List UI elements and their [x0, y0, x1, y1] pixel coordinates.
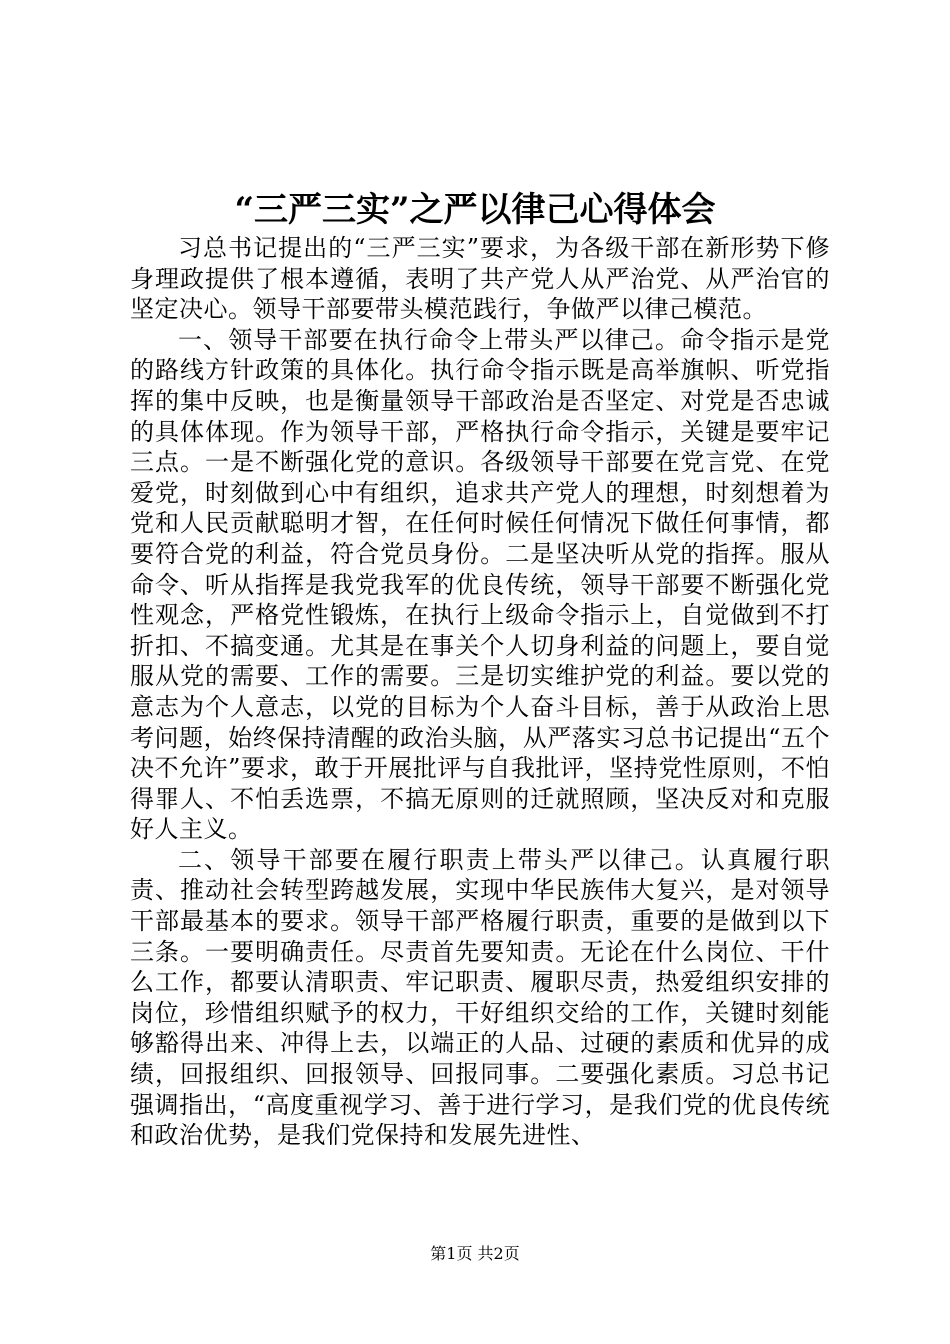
page-number-footer: 第1页 共2页: [430, 1244, 520, 1263]
paragraph-section-two: 二、领导干部要在履行职责上带头严以律己。认真履行职责、推动社会转型跨越发展，实现中华民族伟大复兴，是对领导干部最基本的要求。领导干部严格履行职责，重要的是做到以下三条。一要明确责任。尽责首先要知责。无论在什么岗位、干什么工作，都要认清职责、牢记职责、履职尽责，热爱组织安排的岗位，珍惜组织赋予的权力，干好组织交给的工作，关键时刻能够豁得出来、冲得上去，以端正的人品、过硬的素质和优异的成绩，回报组织、回报领导、回报同事。二要强化素质。习总书记强调指出，“高度重视学习、善于进行学习，是我们党的优良传统和政治优势，是我们党保持和发展先进性、: [130, 845, 830, 1150]
document-body: [130, 233, 830, 1151]
document-title: “三严三实”之严以律己心得体会: [234, 190, 716, 230]
paragraph-section-one: 一、领导干部要在执行命令上带头严以律己。命令指示是党的路线方针政策的具体化。执行命令指示既是高举旗帜、听党指挥的集中反映，也是衡量领导干部政治是否坚定、对党是否忠诚的具体体现。作为领导干部，严格执行命令指示，关键是要牢记三点。一是不断强化党的意识。各级领导干部要在党言党、在党爱党，时刻做到心中有组织，追求共产党人的理想，时刻想着为党和人民贡献聪明才智，在任何时候任何情况下做任何事情，都要符合党的利益，符合党员身份。二是坚决听从党的指挥。服从命令、听从指挥是我党我军的优良传统，领导干部要不断强化党性观念，严格党性锻炼，在执行上级命令指示上，自觉做到不打折扣、不搞变通。尤其是在事关个人切身利益的问题上，要自觉服从党的需要、工作的需要。三是切实维护党的利益。要以党的意志为个人意志，以党的目标为个人奋斗目标，善于从政治上思考问题，始终保持清醒的政治头脑，从严落实习总书记提出“五个决不允许”要求，敢于开展批评与自我批评，坚持党性原则，不怕得罪人、不怕丢选票，不搞无原则的迁就照顾，坚决反对和克服好人主义。: [130, 325, 830, 844]
paragraph-intro: 习总书记提出的“三严三实”要求，为各级干部在新形势下修身理政提供了根本遵循，表明了共产党人从严治党、从严治官的坚定决心。领导干部要带头模范践行，争做严以律己模范。: [130, 234, 830, 324]
